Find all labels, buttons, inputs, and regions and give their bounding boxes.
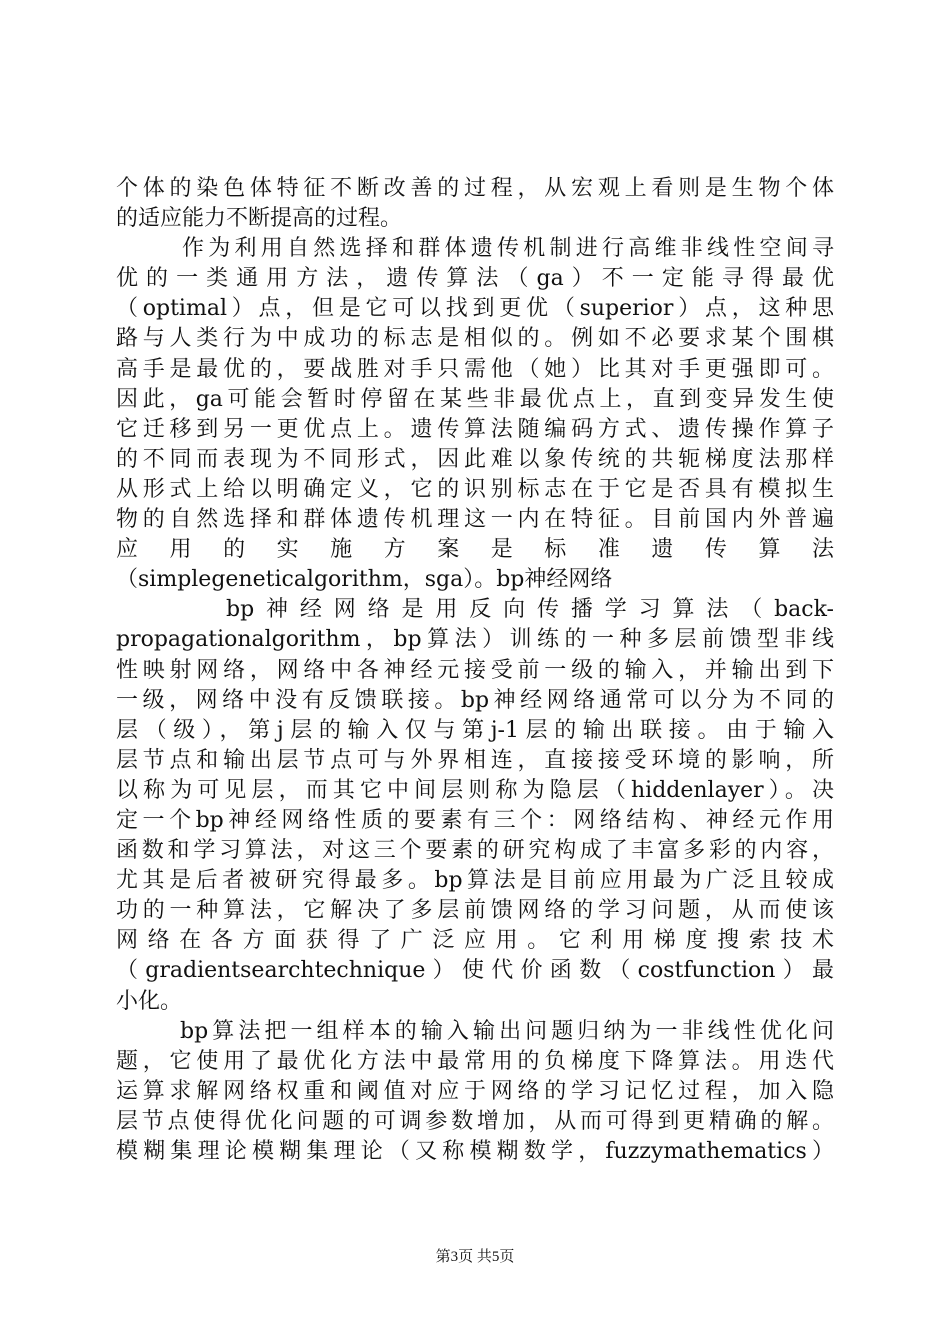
text-line: 从形式上给以明确定义，它的识别标志在于它是否具有模拟生 (116, 476, 834, 502)
text-line: 高手是最优的，要战胜对手只需他（她）比其对手更强即可。 (116, 356, 834, 382)
text-line: 函数和学习算法，对这三个要素的研究构成了丰富多彩的内容， (116, 838, 834, 864)
text-line: 它迁移到另一更优点上。遗传算法随编码方式、遗传操作算子 (116, 416, 834, 442)
text-line: 层节点使得优化问题的可调参数增加，从而可得到更精确的解。 (116, 1108, 834, 1134)
text-line: （simplegeneticalgorithm，sga）。bp神经网络 (116, 567, 613, 593)
text-line: propagationalgorithm，bp算法）训练的一种多层前馈型非线 (116, 627, 834, 653)
text-line: 尤其是后者被研究得最多。bp算法是目前应用最为广泛且较成 (116, 868, 834, 894)
text-line: 的适应能力不断提高的过程。 (116, 206, 403, 232)
text-line: 性映射网络，网络中各神经元接受前一级的输入，并输出到下 (116, 657, 834, 683)
text-line: 功的一种算法，它解决了多层前馈网络的学习问题，从而使该 (116, 898, 834, 924)
text-line: 模糊集理论模糊集理论（又称模糊数学，fuzzymathematics） (116, 1139, 834, 1164)
text-line: 小化。 (116, 988, 183, 1014)
text-line: 运算求解网络权重和阈值对应于网络的学习记忆过程，加入隐 (116, 1078, 834, 1104)
text-line: 优的一类通用方法，遗传算法（ga）不一定能寻得最优 (116, 266, 834, 292)
text-line: 定一个bp神经网络性质的要素有三个：网络结构、神经元作用 (116, 807, 834, 833)
text-line: 一级，网络中没有反馈联接。bp神经网络通常可以分为不同的 (116, 687, 834, 713)
text-line: （gradientsearchtechnique）使代价函数（costfunction）最 (116, 958, 834, 984)
text-line: （optimal）点，但是它可以找到更优（superior）点，这种思 (116, 296, 834, 322)
text-line: 网络在各方面获得了广泛应用。它利用梯度搜索技术 (116, 928, 834, 954)
text-line: 路与人类行为中成功的标志是相似的。例如不必要求某个围棋 (116, 326, 834, 352)
text-line: 应用的实施方案是标准遗传算法 (116, 537, 834, 563)
text-line: 因此，ga可能会暂时停留在某些非最优点上，直到变异发生使 (116, 386, 834, 412)
paragraph-start-line: bp神经网络是用反向传播学习算法（back- (226, 597, 834, 623)
text-line: 的不同而表现为不同形式，因此难以象传统的共轭梯度法那样 (116, 446, 834, 472)
text-line: 题，它使用了最优化方法中最常用的负梯度下降算法。用迭代 (116, 1048, 834, 1074)
text-line: 层（级），第j层的输入仅与第j-1层的输出联接。由于输入 (116, 717, 834, 743)
text-line: 以称为可见层，而其它中间层则称为隐层（hiddenlayer）。决 (116, 777, 834, 803)
paragraph-start-line: 作为利用自然选择和群体遗传机制进行高维非线性空间寻 (182, 236, 834, 262)
text-line: 层节点和输出层节点可与外界相连，直接接受环境的影响，所 (116, 747, 834, 773)
body-text (116, 174, 834, 1167)
text-line: 个体的染色体特征不断改善的过程，从宏观上看则是生物个体 (116, 176, 834, 201)
page-footer: 第3页 共5页 (435, 1249, 515, 1265)
paragraph-start-line: bp算法把一组样本的输入输出问题归纳为一非线性优化问 (180, 1018, 834, 1044)
text-line: 物的自然选择和群体遗传机理这一内在特征。目前国内外普遍 (116, 507, 834, 533)
